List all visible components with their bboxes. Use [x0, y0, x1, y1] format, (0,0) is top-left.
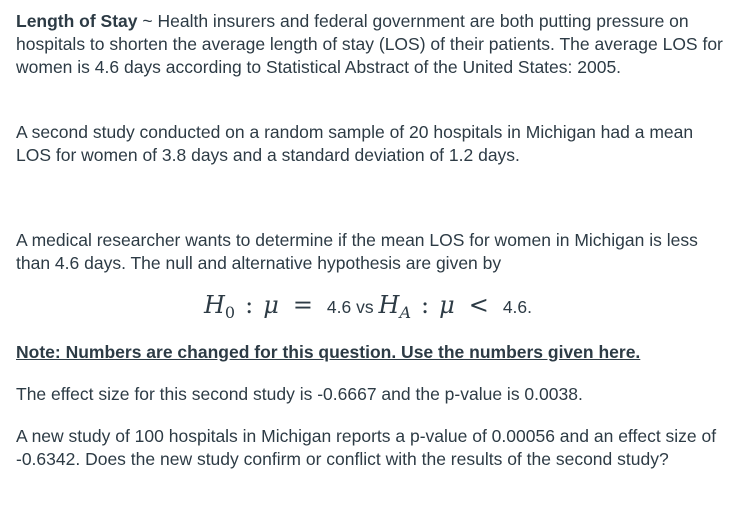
ha-value: 4.6.	[502, 297, 533, 317]
equals-sign: =	[292, 291, 313, 319]
less-than-sign: <	[468, 291, 489, 319]
intro-paragraph	[16, 10, 728, 79]
new-study-paragraph: A new study of 100 hospitals in Michigan reports a p-value of 0.00056 and an effect size of -0.6342. Does the new study confirm or conflict with the results of the second study?	[16, 426, 717, 469]
note-text: Note: Numbers are changed for this question. Use the numbers given here.	[16, 342, 641, 362]
ha-colon: :	[421, 291, 430, 319]
effect-size-paragraph: The effect size for this second study is -0.6667 and the p-value is 0.0038.	[16, 384, 583, 404]
hypothesis-equation	[0, 290, 736, 328]
intro-separator: ~	[137, 11, 158, 31]
ha-mu: μ	[439, 291, 455, 319]
h0-colon: :	[245, 291, 254, 319]
researcher-paragraph: A medical researcher wants to determine if the mean LOS for women in Michigan is less than 4.6 days. The null and alternative hypothesis are given by	[16, 230, 698, 273]
vs-text: vs	[356, 297, 374, 317]
h0-value: 4.6	[326, 297, 352, 317]
intro-title: Length of Stay	[16, 11, 138, 31]
h0-mu: μ	[263, 291, 279, 319]
intro-text: Health insurers and federal government are both putting pressure on hospitals to shorten the average length of stay (LOS) of their patients. The average LOS for women is 4.6 days according to Statistical Abstract of the United States: 2005.	[16, 11, 723, 77]
second-study-paragraph: A second study conducted on a random sample of 20 hospitals in Michigan had a mean LOS for women of 3.8 days and a standard deviation of 1.2 days.	[16, 122, 694, 165]
h0-subscript: 0	[224, 303, 236, 322]
ha-subscript: A	[399, 303, 411, 322]
h0-symbol: H	[203, 291, 225, 319]
ha-symbol: H	[378, 291, 400, 319]
